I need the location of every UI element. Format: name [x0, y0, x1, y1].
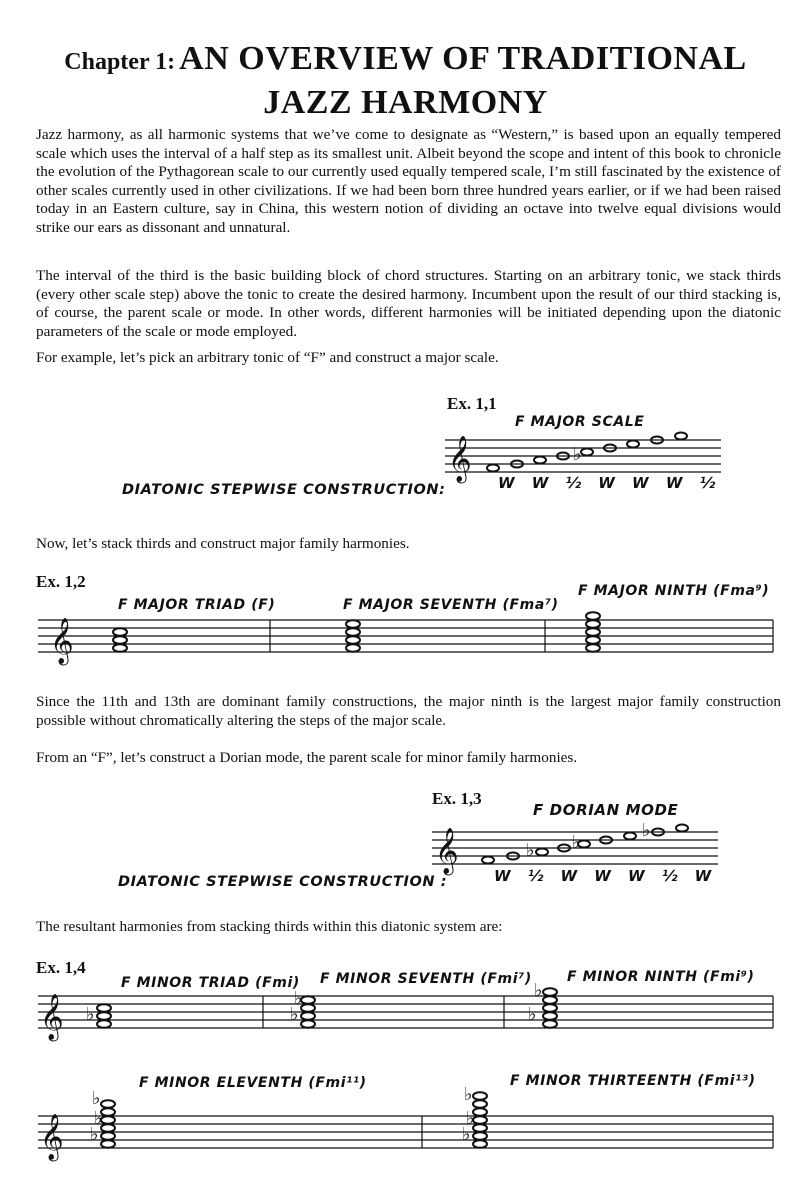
paragraph-dominant-note: Since the 11th and 13th are dominant family constructions, the major ninth is the largest major family construction possible without chromatically altering the steps of the major scale.: [36, 693, 781, 729]
f-minor-seventh-label: F MINOR SEVENTH (Fmi⁷): [320, 971, 532, 987]
chapter-title: [0, 40, 811, 128]
staff-ex-1-2: [38, 614, 780, 666]
svg-text:♭: ♭: [86, 1004, 95, 1025]
paragraph-dorian-intro: From an “F”, let’s construct a Dorian mode, the parent scale for minor family harmonies.: [36, 749, 578, 766]
f-dorian-mode-label: F DORIAN MODE: [533, 801, 679, 819]
svg-text:♭: ♭: [466, 1108, 475, 1129]
example-label-1-2: Ex. 1,2: [36, 572, 86, 591]
f-minor-ninth-label: F MINOR NINTH (Fmi⁹): [567, 969, 755, 985]
paragraph-stack-major: Now, let’s stack thirds and construct major family harmonies.: [36, 535, 410, 552]
f-minor-thirteenth-label: F MINOR THIRTEENTH (Fmi¹³): [510, 1073, 756, 1089]
diatonic-construction-label-2: DIATONIC STEPWISE CONSTRUCTION :: [118, 874, 448, 890]
svg-text:♭: ♭: [528, 1004, 537, 1025]
diatonic-construction-label-1: DIATONIC STEPWISE CONSTRUCTION:: [122, 482, 446, 498]
svg-text:♭: ♭: [290, 1004, 299, 1025]
svg-text:♭: ♭: [94, 1108, 103, 1129]
svg-text:♭: ♭: [462, 1124, 471, 1145]
svg-text:𝄞: 𝄞: [40, 994, 64, 1040]
f-minor-triad-label: F MINOR TRIAD (Fmi): [121, 975, 300, 991]
svg-text:♭: ♭: [464, 1084, 473, 1105]
svg-text:𝄞: 𝄞: [448, 436, 472, 482]
f-minor-eleventh-label: F MINOR ELEVENTH (Fmi¹¹): [139, 1075, 367, 1091]
svg-text:♭: ♭: [534, 980, 543, 1001]
chapter-prefix: Chapter 1:: [64, 49, 176, 75]
step-pattern-major: W W ½ W W W ½: [498, 474, 722, 492]
staff-ex-1-4-row-2: [38, 1084, 780, 1162]
example-label-1-3: Ex. 1,3: [432, 789, 482, 808]
svg-text:♭: ♭: [90, 1124, 99, 1145]
svg-text:♭: ♭: [573, 444, 582, 465]
paragraph-example-f: For example, let’s pick an arbitrary tonic of “F” and construct a major scale.: [36, 349, 499, 366]
svg-text:𝄞: 𝄞: [50, 618, 74, 664]
svg-text:♭: ♭: [92, 1088, 101, 1109]
svg-text:♭: ♭: [294, 988, 303, 1009]
chapter-title-line1: AN OVERVIEW OF TRADITIONAL: [179, 40, 747, 77]
paragraph-thirds: The interval of the third is the basic building block of chord structures. Starting on an arbitrary tonic, we stack thirds (every other scale step) above the tonic to create the desired harmony. Incumbent upon the result of our third stacking is, of course, the parent scale or mode. In other words, different harmonies will be initiated depending upon the diatonic parameters of the scale or mode employed.: [36, 267, 781, 340]
example-label-1-1: Ex. 1,1: [447, 394, 497, 413]
svg-text:♭: ♭: [572, 832, 581, 853]
f-major-triad-label: F MAJOR TRIAD (F): [118, 597, 276, 613]
step-pattern-dorian: W ½ W W W ½ W: [494, 867, 718, 885]
paragraph-resultant: The resultant harmonies from stacking thirds within this diatonic system are:: [36, 918, 503, 935]
staff-ex-1-3: [432, 820, 722, 874]
paragraph-intro: Jazz harmony, as all harmonic systems that we’ve come to designate as “Western,” is based upon an equally tempered scale which uses the interval of a half step as its smallest unit. Albeit beyond the scope and intent of this book to chronicle the evolution of the Pythagorean scale to our currently used equally tempered scale, I’m still fascinated by the existence of other scales currently used in other civilizations. If we had been born three hundred years earlier, or if we had been raised today in an Eastern culture, say in China, this western notion of dividing an octave into twelve equal divisions would strike our ears as dissonant and unnatural.: [36, 126, 781, 236]
svg-text:𝄞: 𝄞: [40, 1114, 64, 1160]
example-label-1-4: Ex. 1,4: [36, 958, 86, 977]
svg-text:𝄞: 𝄞: [435, 828, 459, 874]
f-major-scale-label: F MAJOR SCALE: [515, 414, 645, 430]
svg-text:♭: ♭: [526, 840, 535, 861]
chapter-title-line2: JAZZ HARMONY: [263, 84, 548, 121]
svg-text:♭: ♭: [642, 820, 651, 841]
f-major-ninth-label: F MAJOR NINTH (Fma⁹): [578, 583, 770, 599]
f-major-seventh-label: F MAJOR SEVENTH (Fma⁷): [343, 597, 559, 613]
